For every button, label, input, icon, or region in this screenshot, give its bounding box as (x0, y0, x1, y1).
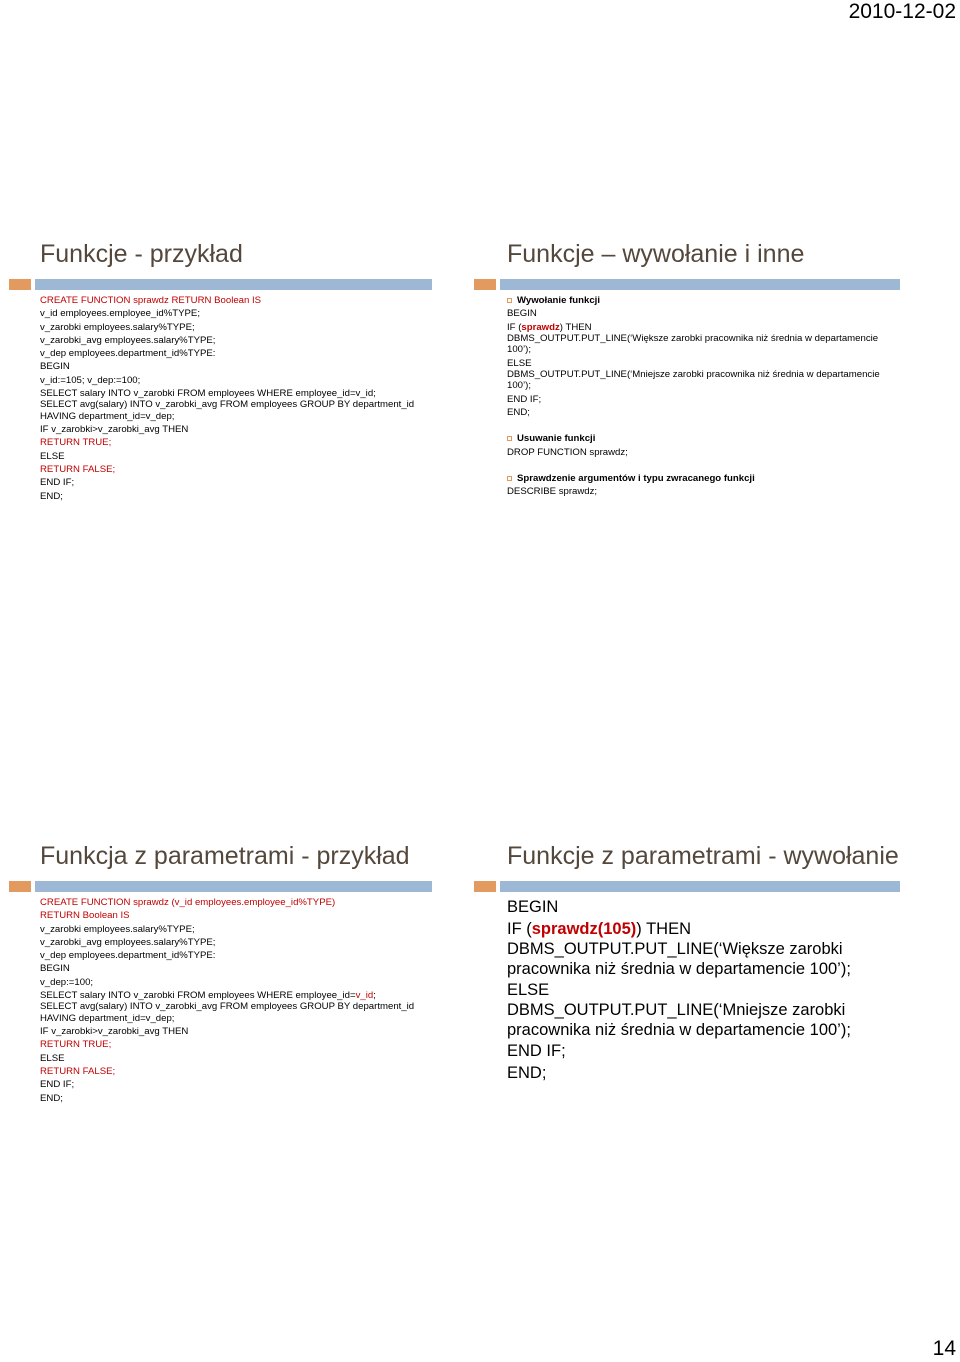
code-line: v_dep employees.department_id%TYPE: (40, 348, 216, 360)
square-bullet-icon (507, 436, 512, 441)
code-line: END; (507, 1064, 547, 1082)
code-line: v_id:=105; v_dep:=100; (40, 374, 141, 386)
code-line: BEGIN (40, 361, 70, 373)
code-line: ELSE (507, 357, 532, 369)
code-line: END IF; (40, 477, 75, 489)
section-heading (507, 294, 880, 307)
code-line: DROP FUNCTION sprawdz; (507, 446, 628, 458)
code-text: ; (373, 990, 376, 1002)
section-heading (507, 432, 880, 445)
code-line: v_zarobki employees.salary%TYPE; (40, 923, 195, 935)
slide4-code (507, 896, 851, 1084)
code-line: ELSE (507, 981, 550, 999)
slide2-title: Funkcje – wywołanie i inne (507, 240, 805, 268)
code-text: ) THEN (559, 321, 592, 333)
square-bullet-icon (507, 476, 512, 481)
function-call: sprawdz (521, 321, 560, 333)
slide1-code (40, 294, 414, 503)
slide3-code (40, 896, 414, 1105)
code-line: DBMS_OUTPUT.PUT_LINE(‘Większe zarobki pracownika niż średnia w departamencie (507, 332, 879, 344)
code-line: CREATE FUNCTION sprawdz RETURN Boolean IS (40, 295, 262, 306)
slide3-title: Funkcja z parametrami - przykład (40, 842, 410, 870)
code-line: DBMS_OUTPUT.PUT_LINE(‘Mniejsze zarobki (507, 1001, 846, 1019)
code-line: v_id employees.employee_id%TYPE; (40, 308, 200, 320)
code-line: v_dep:=100; (40, 976, 94, 988)
code-line: DBMS_OUTPUT.PUT_LINE(‘Mniejsze zarobki pracownika niż średnia w departamencie (507, 368, 880, 380)
code-line (507, 321, 880, 334)
code-line: RETURN Boolean IS (40, 910, 130, 922)
code-line (40, 989, 414, 1002)
slide2-code (507, 294, 880, 499)
code-line: SELECT avg(salary) INTO v_zarobki_avg FROM employees GROUP BY department_id (40, 1001, 415, 1013)
code-line: ELSE (40, 1052, 65, 1064)
code-line: 100’); (507, 380, 531, 392)
slide2-title-bar (474, 279, 900, 290)
spacer (507, 459, 880, 472)
section-heading-text: Sprawdzenie argumentów i typu zwracanego funkcji (517, 472, 755, 484)
spacer (507, 419, 880, 432)
section-heading (507, 472, 880, 485)
code-line: pracownika niż średnia w departamencie 100’); (507, 1020, 851, 1039)
code-line: BEGIN (507, 898, 559, 916)
code-line: v_dep employees.department_id%TYPE: (40, 950, 216, 962)
code-line: RETURN TRUE; (40, 437, 112, 449)
code-line: END IF; (507, 1042, 566, 1060)
code-line: v_zarobki_avg employees.salary%TYPE; (40, 936, 216, 948)
square-bullet-icon (507, 298, 512, 303)
page-number: 14 (932, 1337, 956, 1360)
code-line: v_zarobki_avg employees.salary%TYPE; (40, 334, 216, 346)
code-line: END; (40, 490, 63, 502)
slide4-title: Funkcje z parametrami - wywołanie (507, 842, 899, 870)
code-line: RETURN TRUE; (40, 1039, 112, 1051)
code-text: SELECT salary INTO v_zarobki FROM employees WHERE employee_id= (40, 990, 356, 1002)
function-call: sprawdz(105) (531, 920, 637, 938)
code-line: RETURN FALSE; (40, 464, 116, 476)
parameter-ref: v_id (355, 990, 374, 1002)
section-heading-text: Usuwanie funkcji (517, 433, 596, 445)
slide3-title-bar (9, 881, 432, 892)
code-line: RETURN FALSE; (40, 1066, 116, 1078)
code-line (507, 918, 851, 940)
code-line: DBMS_OUTPUT.PUT_LINE(‘Większe zarobki (507, 940, 843, 958)
code-line: 100’); (507, 344, 531, 356)
code-line: IF v_zarobki>v_zarobki_avg THEN (40, 424, 189, 436)
code-line: pracownika niż średnia w departamencie 100’); (507, 959, 851, 978)
code-line: HAVING department_id=v_dep; (40, 1012, 175, 1024)
code-line: IF v_zarobki>v_zarobki_avg THEN (40, 1026, 189, 1038)
code-text: ) THEN (636, 920, 691, 938)
code-text: IF ( (507, 920, 532, 938)
code-line: HAVING department_id=v_dep; (40, 410, 175, 422)
code-line: ELSE (40, 450, 65, 462)
code-line: END IF; (40, 1079, 75, 1091)
code-line: BEGIN (40, 963, 70, 975)
code-line: SELECT salary INTO v_zarobki FROM employees WHERE employee_id=v_id; (40, 388, 376, 400)
code-text: IF ( (507, 321, 522, 333)
slide4-title-bar (474, 881, 900, 892)
slide1-title-bar (9, 279, 432, 290)
code-line: BEGIN (507, 308, 537, 320)
page-date: 2010-12-02 (848, 0, 956, 23)
slide1-title: Funkcje - przykład (40, 240, 243, 268)
section-heading-text: Wywołanie funkcji (517, 295, 600, 306)
code-line: END; (40, 1092, 63, 1104)
code-line: END; (507, 407, 530, 419)
code-line: END IF; (507, 393, 542, 405)
code-line: DESCRIBE sprawdz; (507, 486, 598, 498)
code-line: v_zarobki employees.salary%TYPE; (40, 321, 195, 333)
code-line: CREATE FUNCTION sprawdz (v_id employees.employee_id%TYPE) (40, 897, 336, 908)
code-line: SELECT avg(salary) INTO v_zarobki_avg FROM employees GROUP BY department_id (40, 399, 415, 411)
